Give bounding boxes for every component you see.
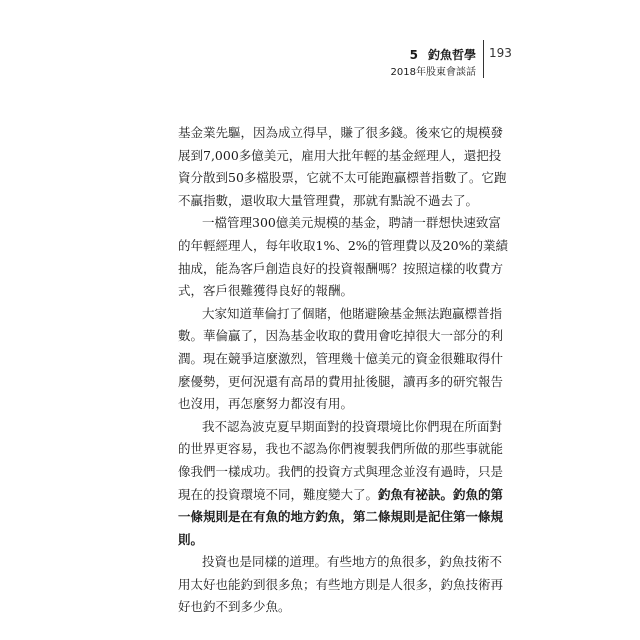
paragraph-line: 資分散到50多檔股票，它就不太可能跑贏標普指數了。它跑 (178, 170, 507, 186)
paragraph-line: 大家知道華倫打了個賭，他賭避險基金無法跑贏標普指 (202, 305, 503, 321)
running-header-subtitle: 2018年股東會談話 (390, 67, 476, 78)
paragraph-line: 的世界更容易，我也不認為你們複製我們所做的那些事就能 (178, 441, 504, 457)
page-number: 193 (489, 46, 512, 60)
paragraph-line: 也沒用，再怎麼努力都沒有用。 (178, 396, 354, 412)
paragraph-line: 抽成，能為客戶創造良好的投資報酬嗎？按照這樣的收費方 (178, 260, 504, 276)
paragraph-line: 麼優勢，更何況還有高昂的費用扯後腿，讀再多的研究報告 (178, 373, 504, 389)
paragraph-line: 式，客戶很難獲得良好的報酬。 (178, 283, 354, 299)
paragraph-line: 用太好也能釣到很多魚；有些地方則是人很多，釣魚技術再 (178, 576, 504, 592)
body-text (178, 122, 508, 619)
header-divider (483, 40, 484, 78)
emphasis-text: 釣魚有祕訣。釣魚的第 (378, 486, 504, 502)
paragraph-line: 我不認為波克夏早期面對的投資環境比你們現在所面對 (202, 418, 503, 434)
paragraph-line: 投資也是同樣的道理。有些地方的魚很多，釣魚技術不 (202, 554, 503, 570)
paragraph-line: 的年輕經理人，每年收取1%、2%的管理費以及20%的業績 (178, 237, 508, 253)
paragraph-line: 好也釣不到多少魚。 (178, 599, 291, 615)
emphasis-line: 一條規則是在有魚的地方釣魚，第二條規則是記住第一條規 (178, 509, 504, 525)
paragraph-line: 不贏指數，還收取大量管理費，那就有點說不過去了。 (178, 192, 479, 208)
paragraph-line: 潤。現在競爭這麼激烈，管理幾十億美元的資金很難取得什 (178, 350, 504, 366)
emphasis-line: 則。 (178, 531, 204, 547)
paragraph-line (178, 484, 504, 507)
paragraph-line: 數。華倫贏了，因為基金收取的費用會吃掉很大一部分的利 (178, 328, 504, 344)
paragraph-line: 展到7,000多億美元，雇用大批年輕的基金經理人，還把投 (178, 147, 502, 163)
paragraph-line: 像我們一樣成功。我們的投資方式與理念並沒有過時，只是 (178, 463, 504, 479)
plain-text: 現在的投資環境不同，難度變大了。 (178, 486, 379, 502)
running-header-chapter (410, 46, 476, 63)
paragraph-line: 基金業先驅，因為成立得早，賺了很多錢。後來它的規模發 (178, 125, 504, 140)
chapter-title: 釣魚哲學 (427, 48, 476, 62)
chapter-number: 5 (409, 48, 418, 62)
paragraph-line: 一檔管理300億美元規模的基金，聘請一群想快速致富 (202, 215, 501, 231)
